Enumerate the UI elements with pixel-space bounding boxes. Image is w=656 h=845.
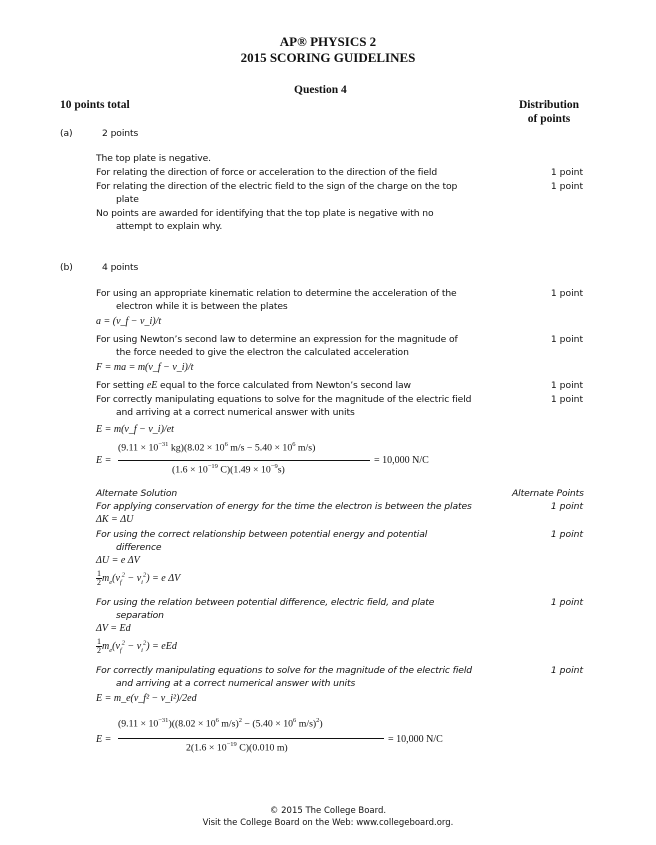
distribution-heading-2: of points bbox=[527, 113, 571, 125]
fraction-2-denominator: $2(1.6 \times 10^{-19}$ C)(0.010 m) bbox=[186, 741, 288, 754]
part-a-note-cont: attempt to explain why. bbox=[116, 221, 223, 232]
footer-copyright: © 2015 The College Board. bbox=[269, 806, 387, 816]
part-b-criterion-1: For using an appropriate kinematic relation to determine the acceleration of the bbox=[96, 288, 457, 299]
page-subtitle: 2015 SCORING GUIDELINES bbox=[240, 50, 416, 65]
part-a-points: 2 points bbox=[102, 128, 139, 139]
criterion-3-pre: For setting bbox=[96, 380, 147, 391]
fraction-1-numerator: ($9.11 \times 10^{-31}$ $kg)(8.02 \times 10^6$ $m/s - 5.40 \times 10^6$ m/s) bbox=[118, 441, 316, 454]
alt-criterion-1: For applying conservation of energy for the time the electron is between the plates bbox=[96, 501, 472, 512]
fraction-2-numerator: $(9.11 \times 10^{-31})((8.02 \times 10^6$ $m/s)^2 - (5.40 \times 10^6$ m/s)$^2$) bbox=[118, 717, 323, 730]
alt-equation-energy: ΔK = ΔU bbox=[96, 514, 134, 525]
part-b-criterion-3 bbox=[96, 380, 411, 391]
part-b-points: 4 points bbox=[102, 262, 139, 273]
alt-equation-potential: ΔU = e ΔV bbox=[96, 555, 140, 566]
criterion-3-post: equal to the force calculated from Newton’s second law bbox=[157, 380, 411, 391]
part-b-criterion-2-cont: the force needed to give the electron the calculated acceleration bbox=[116, 347, 409, 358]
part-a-criterion-1: For relating the direction of force or acceleration to the direction of the field bbox=[96, 167, 438, 178]
part-b-criterion-1-points: 1 point bbox=[550, 288, 584, 299]
points-total: 10 points total bbox=[60, 99, 130, 111]
fraction-2-bar bbox=[118, 738, 384, 739]
fraction-1-bar bbox=[118, 460, 370, 461]
alt-criterion-2-cont: difference bbox=[116, 542, 162, 553]
part-b-criterion-2: For using Newton’s second law to determine an expression for the magnitude of bbox=[96, 334, 458, 345]
equation-newton: F = ma = m(v_f − v_i)/t bbox=[96, 362, 194, 373]
part-a-note: No points are awarded for identifying that the top plate is negative with no bbox=[96, 208, 434, 219]
alternate-points-label: Alternate Points bbox=[512, 488, 584, 499]
part-a-criterion-1-points: 1 point bbox=[550, 167, 584, 178]
alternate-solution-label: Alternate Solution bbox=[96, 488, 178, 499]
fraction-1-denominator: ($1.6 \times 10^{-19}$ $C)(1.49 \times 10^{-9}s)$ bbox=[172, 463, 285, 476]
page-title: AP® PHYSICS 2 bbox=[279, 34, 377, 49]
part-a-criterion-2: For relating the direction of the electric field to the sign of the charge on the top bbox=[96, 181, 458, 192]
alt-criterion-2-points: 1 point bbox=[550, 529, 584, 540]
fraction-1-result: = 10,000 N/C bbox=[374, 455, 429, 466]
part-b-criterion-4-points: 1 point bbox=[550, 394, 584, 405]
part-a-answer: The top plate is negative. bbox=[96, 153, 211, 164]
part-b-criterion-1-cont: electron while it is between the plates bbox=[116, 301, 288, 312]
part-b-criterion-3-points: 1 point bbox=[550, 380, 584, 391]
question-heading: Question 4 bbox=[294, 84, 347, 96]
fraction-2-result: = 10,000 N/C bbox=[388, 734, 443, 745]
part-b-criterion-2-points: 1 point bbox=[550, 334, 584, 345]
part-a-criterion-2-points: 1 point bbox=[550, 181, 584, 192]
alt-criterion-3-cont: separation bbox=[116, 610, 164, 621]
alt-criterion-4: For correctly manipulating equations to solve for the magnitude of the electric field bbox=[96, 665, 473, 676]
distribution-heading: Distribution bbox=[518, 99, 580, 111]
alt-equation-field: ΔV = Ed bbox=[96, 623, 131, 634]
equation-field-symbolic: E = m(v_f − v_i)/et bbox=[96, 424, 174, 435]
alt-equation-field-symbolic: E = m_e(v_f² − v_i²)/2ed bbox=[96, 693, 197, 704]
alt-equation-e-symbol: E = bbox=[96, 734, 112, 745]
alt-criterion-4-cont: and arriving at a correct numerical answer with units bbox=[116, 678, 356, 689]
equation-kinematic: a = (v_f − v_i)/t bbox=[96, 316, 162, 327]
criterion-3-var: eE bbox=[146, 380, 158, 391]
equation-e-symbol: E = bbox=[96, 455, 112, 466]
alt-equation-kinetic-1: 1 $2m_e(v_f^2 - v_i^2) = e$ ΔV bbox=[97, 569, 181, 587]
alt-equation-kinetic-2: 1 $2m_e(v_f^2 - v_i^2)$ = eEd bbox=[97, 637, 177, 655]
part-b-criterion-4-cont: and arriving at a correct numerical answer with units bbox=[116, 407, 355, 418]
part-a-criterion-2-cont: plate bbox=[116, 194, 139, 205]
alt-criterion-1-points: 1 point bbox=[550, 501, 584, 512]
alt-criterion-3-points: 1 point bbox=[550, 597, 584, 608]
alt-criterion-3: For using the relation between potential difference, electric field, and plate bbox=[96, 597, 435, 608]
part-a-label: (a) bbox=[60, 128, 73, 139]
part-b-criterion-4: For correctly manipulating equations to solve for the magnitude of the electric field bbox=[96, 394, 472, 405]
part-b-label: (b) bbox=[60, 262, 73, 273]
alt-criterion-4-points: 1 point bbox=[550, 665, 584, 676]
alt-criterion-2: For using the correct relationship between potential energy and potential bbox=[96, 529, 428, 540]
footer-website: Visit the College Board on the Web: www.collegeboard.org. bbox=[202, 818, 454, 828]
